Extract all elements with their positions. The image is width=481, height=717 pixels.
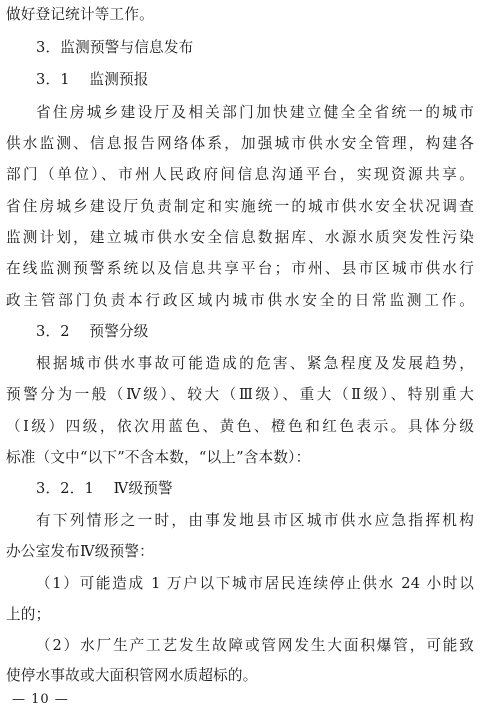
subsection-heading: 3．2．1 Ⅳ级预警	[36, 480, 173, 497]
page-number: — 10 —	[12, 692, 69, 707]
paragraph-line: 使停水事故或大面积管网水质超标的。	[6, 667, 258, 684]
paragraph-line: 标准（文中“以下”不含本数，“以上”含本数）：	[6, 449, 311, 466]
paragraph-line: 部门（单位）、市州人民政府间信息沟通平台，实现资源共享。	[6, 166, 474, 183]
paragraph-line: （1）可能造成 1 万户以下城市居民连续停止供水 24 小时以	[36, 575, 474, 592]
paragraph-line: 在线监测预警系统以及信息共享平台；市州、县市区城市供水行	[6, 260, 474, 277]
section-heading: 3．监测预警与信息发布	[36, 39, 194, 56]
paragraph-line: （2）水厂生产工艺发生故障或管网发生大面积爆管，可能致	[36, 637, 474, 654]
paragraph-line: 有下列情形之一时，由事发地县市区城市供水应急指挥机构	[36, 512, 474, 529]
paragraph-line: 办公室发布Ⅳ级预警：	[6, 543, 154, 560]
paragraph-line: 预警分为一般（Ⅳ级）、较大（Ⅲ级）、重大（Ⅱ级）、特别重大	[6, 386, 474, 403]
paragraph-line: 供水监测、信息报告网络体系，加强城市供水安全管理，构建各	[6, 135, 474, 152]
paragraph-line: 监测计划，建立城市供水安全信息数据库、水源水质突发性污染	[6, 229, 474, 246]
text-line: 做好登记统计等工作。	[6, 6, 154, 23]
subsection-heading: 3．1 监测预报	[36, 71, 149, 88]
paragraph-line: 政主管部门负责本行政区域内城市供水安全的日常监测工作。	[6, 292, 474, 309]
subsection-heading: 3．2 预警分级	[36, 323, 149, 340]
paragraph-line: （Ⅰ级）四级，依次用蓝色、黄色、橙色和红色表示。具体分级	[6, 418, 474, 435]
paragraph-line: 根据城市供水事故可能造成的危害、紧急程度及发展趋势，	[36, 355, 474, 372]
paragraph-line: 省住房城乡建设厅及相关部门加快建立健全全省统一的城市	[36, 104, 474, 121]
paragraph-line: 省住房城乡建设厅负责制定和实施统一的城市供水安全状况调查	[6, 198, 474, 215]
paragraph-line: 上的；	[6, 606, 51, 623]
